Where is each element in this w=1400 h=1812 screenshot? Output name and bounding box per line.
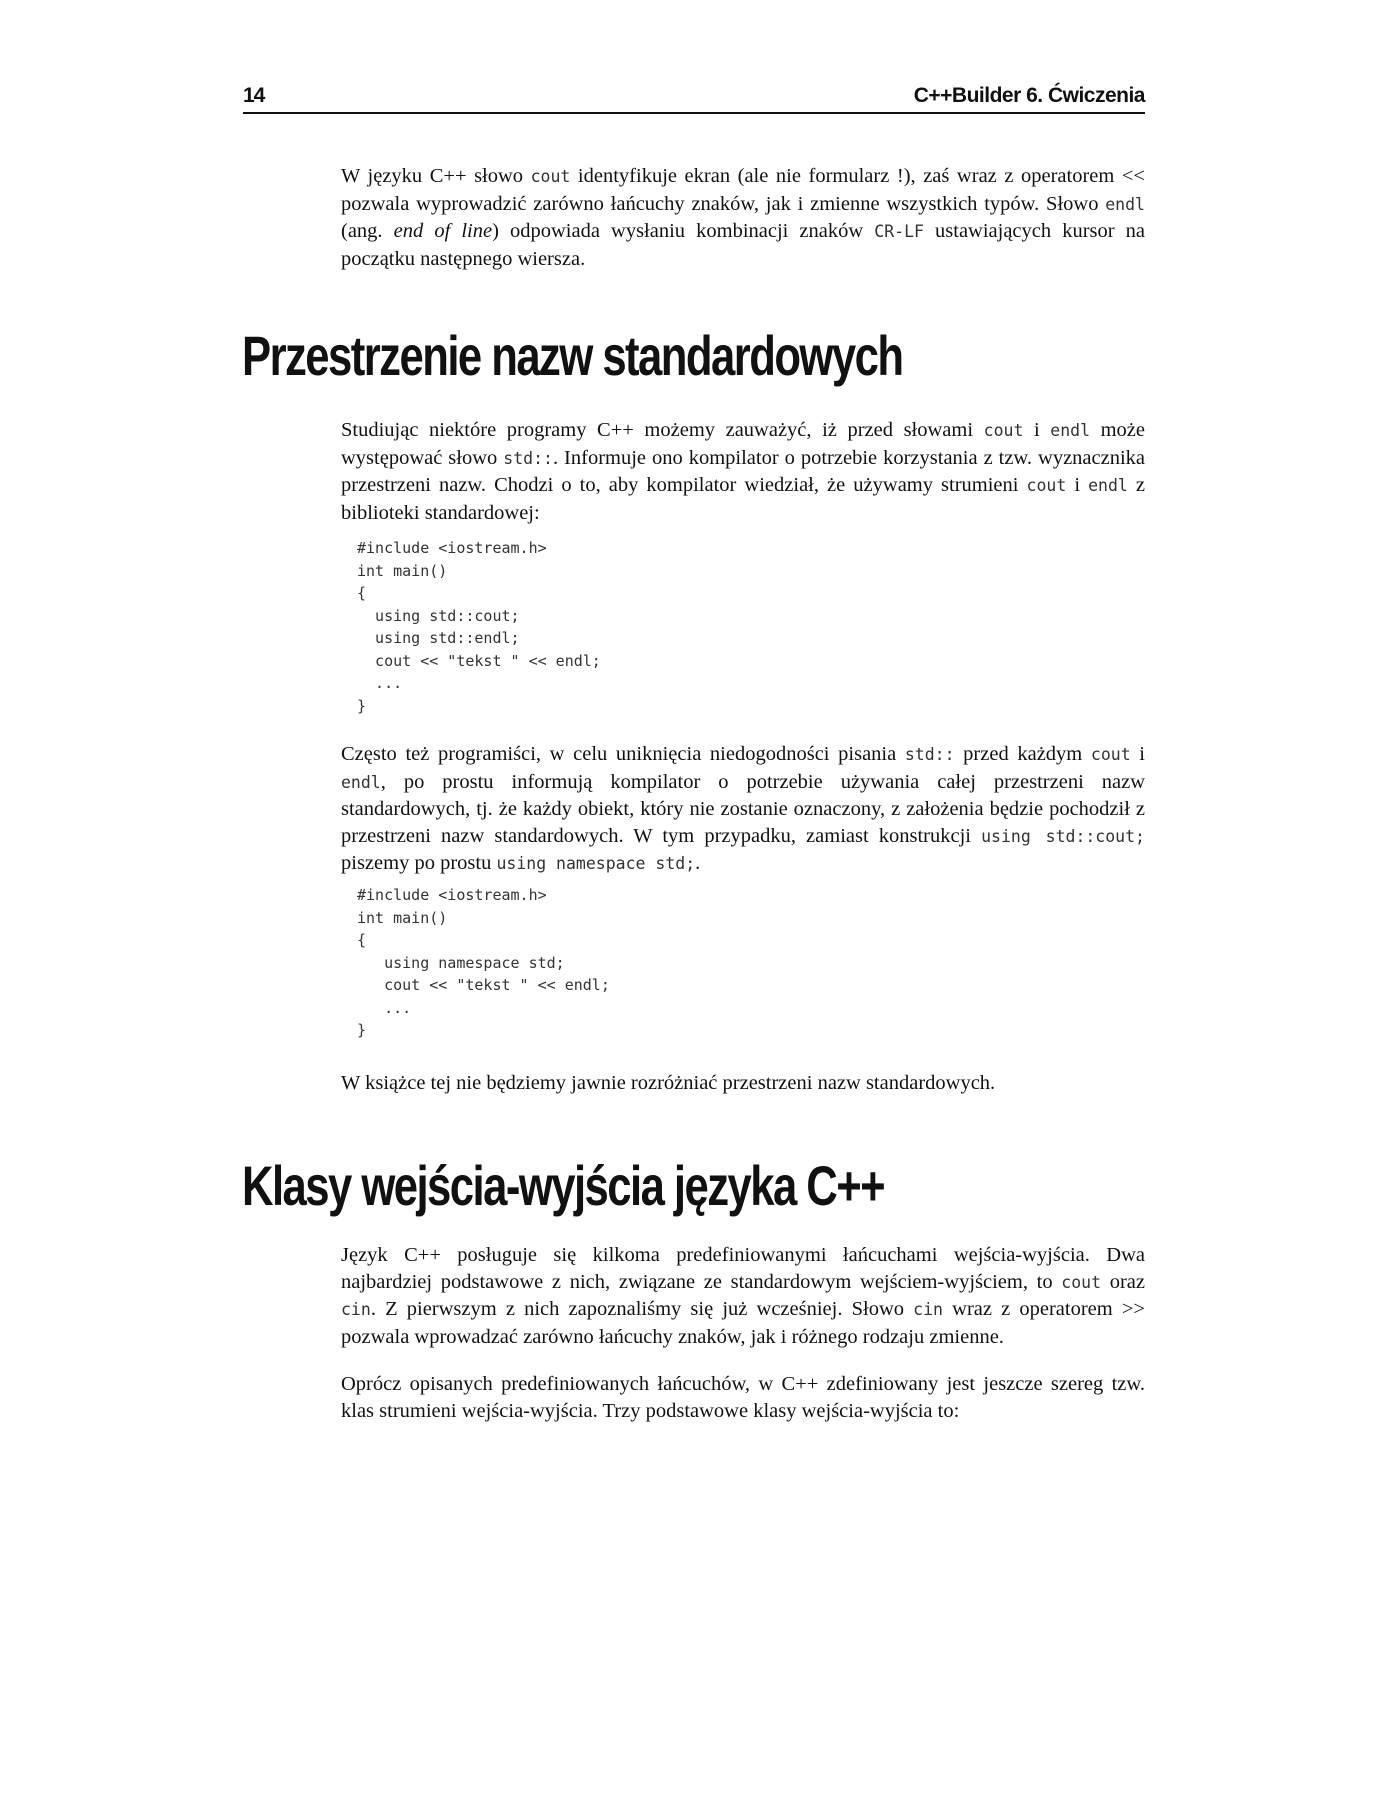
section-heading-io-classes: Klasy wejścia-wyjścia języka C++ [242,1154,885,1217]
italic-term: end of line [393,220,493,242]
text: . [695,852,701,874]
text: W języku C++ słowo [341,165,531,187]
text: oraz [1101,1270,1145,1293]
text: i [1023,419,1051,441]
code-inline: endl [1105,194,1145,214]
code-inline: cout [1090,745,1131,764]
paragraph-using-namespace [341,741,1145,878]
code-inline: cin [913,1300,943,1319]
code-inline: using std::cout; [981,826,1145,846]
text: i [1066,474,1089,496]
paragraph-namespaces [341,417,1145,526]
text: piszemy po prostu [341,852,497,874]
code-inline: CR-LF [874,222,924,241]
code-inline: endl [1050,421,1091,440]
code-inline: using namespace std; [496,854,696,873]
page-number: 14 [243,84,265,107]
paragraph-stream-classes: Oprócz opisanych predefiniowanych łańcuchów, w C++ zdefiniowany jest jeszcze szereg tzw. klas strumieni wejścia-wyjścia. Trzy podstawowe klasy wejścia-wyjścia to: [341,1373,1145,1422]
code-inline: std:: [503,448,553,468]
code-inline: cout [1061,1272,1102,1292]
code-inline: cout [530,167,571,186]
paragraph-book-note: W książce tej nie będziemy jawnie rozróżniać przestrzeni nazw standardowych. [341,1072,996,1094]
code-inline: endl [341,772,381,792]
text: (ang. [341,220,394,242]
code-inline: cin [341,1300,371,1319]
paragraph-io-streams [341,1242,1145,1350]
code-inline: std:: [904,745,955,764]
code-listing-2: #include <iostream.h> int main() { using namespace std; cout << "tekst " << endl; ... } [357,886,610,1039]
running-header [243,84,1145,114]
text: Studiując niektóre programy C++ możemy zauważyć, iż przed słowami [341,419,984,441]
text: . Z pierwszym z nich zapoznaliśmy się już wcześniej. Słowo [370,1298,914,1320]
text: wraz z operatorem >> pozwala wprowadzać zarówno łańcuchy znaków, jak i różnego rodzaju zmienne. [341,1298,1145,1348]
code-inline: cout [983,421,1024,440]
text: z biblioteki standardowej: [341,474,1145,524]
book-title: C++Builder 6. Ćwiczenia [913,84,1145,107]
text: ) odpowiada wysłaniu kombinacji znaków [492,220,875,242]
code-inline: endl [1088,476,1128,495]
text: przed każdym [954,743,1091,765]
text: , po prostu informują kompilator o potrzebie używania całej przestrzeni nazw standardowych, tj. że każdy obiekt, który nie zostanie oznaczony, z założenia będzie pochodził z przestrzeni nazw standardowych. W tym przypadku, zamiast konstrukcji [341,770,1145,847]
text: identyfikuje ekran (ale nie formularz !), zaś wraz z operatorem << pozwala wyprowadzić zarówno łańcuchy znaków, jak i zmienne wszystkich typów. Słowo [341,165,1145,215]
text: ustawiających kursor na początku następnego wiersza. [341,220,1146,270]
text: . Informuje ono kompilator o potrzebie korzystania z tzw. wyznacznika przestrzeni nazw. Chodzi o to, aby kompilator wiedział, że używamy strumieni [341,446,1146,496]
code-listing-1: #include <iostream.h> int main() { using std::cout; using std::endl; cout << "tekst " << endl; ... } [357,539,601,715]
text: Często też programiści, w celu uniknięcia niedogodności pisania [341,743,905,765]
text: i [1130,743,1145,765]
section-heading-namespaces: Przestrzenie nazw standardowych [242,324,903,387]
text: może występować słowo [341,419,1145,469]
code-inline: cout [1026,476,1067,495]
paragraph-cout-intro [341,163,1145,272]
text: Język C++ posługuje się kilkoma predefiniowanymi łańcuchami wejścia-wyjścia. Dwa najbardziej podstawowe z nich, związane ze standardowym wejściem-wyjściem, to [341,1244,1145,1293]
